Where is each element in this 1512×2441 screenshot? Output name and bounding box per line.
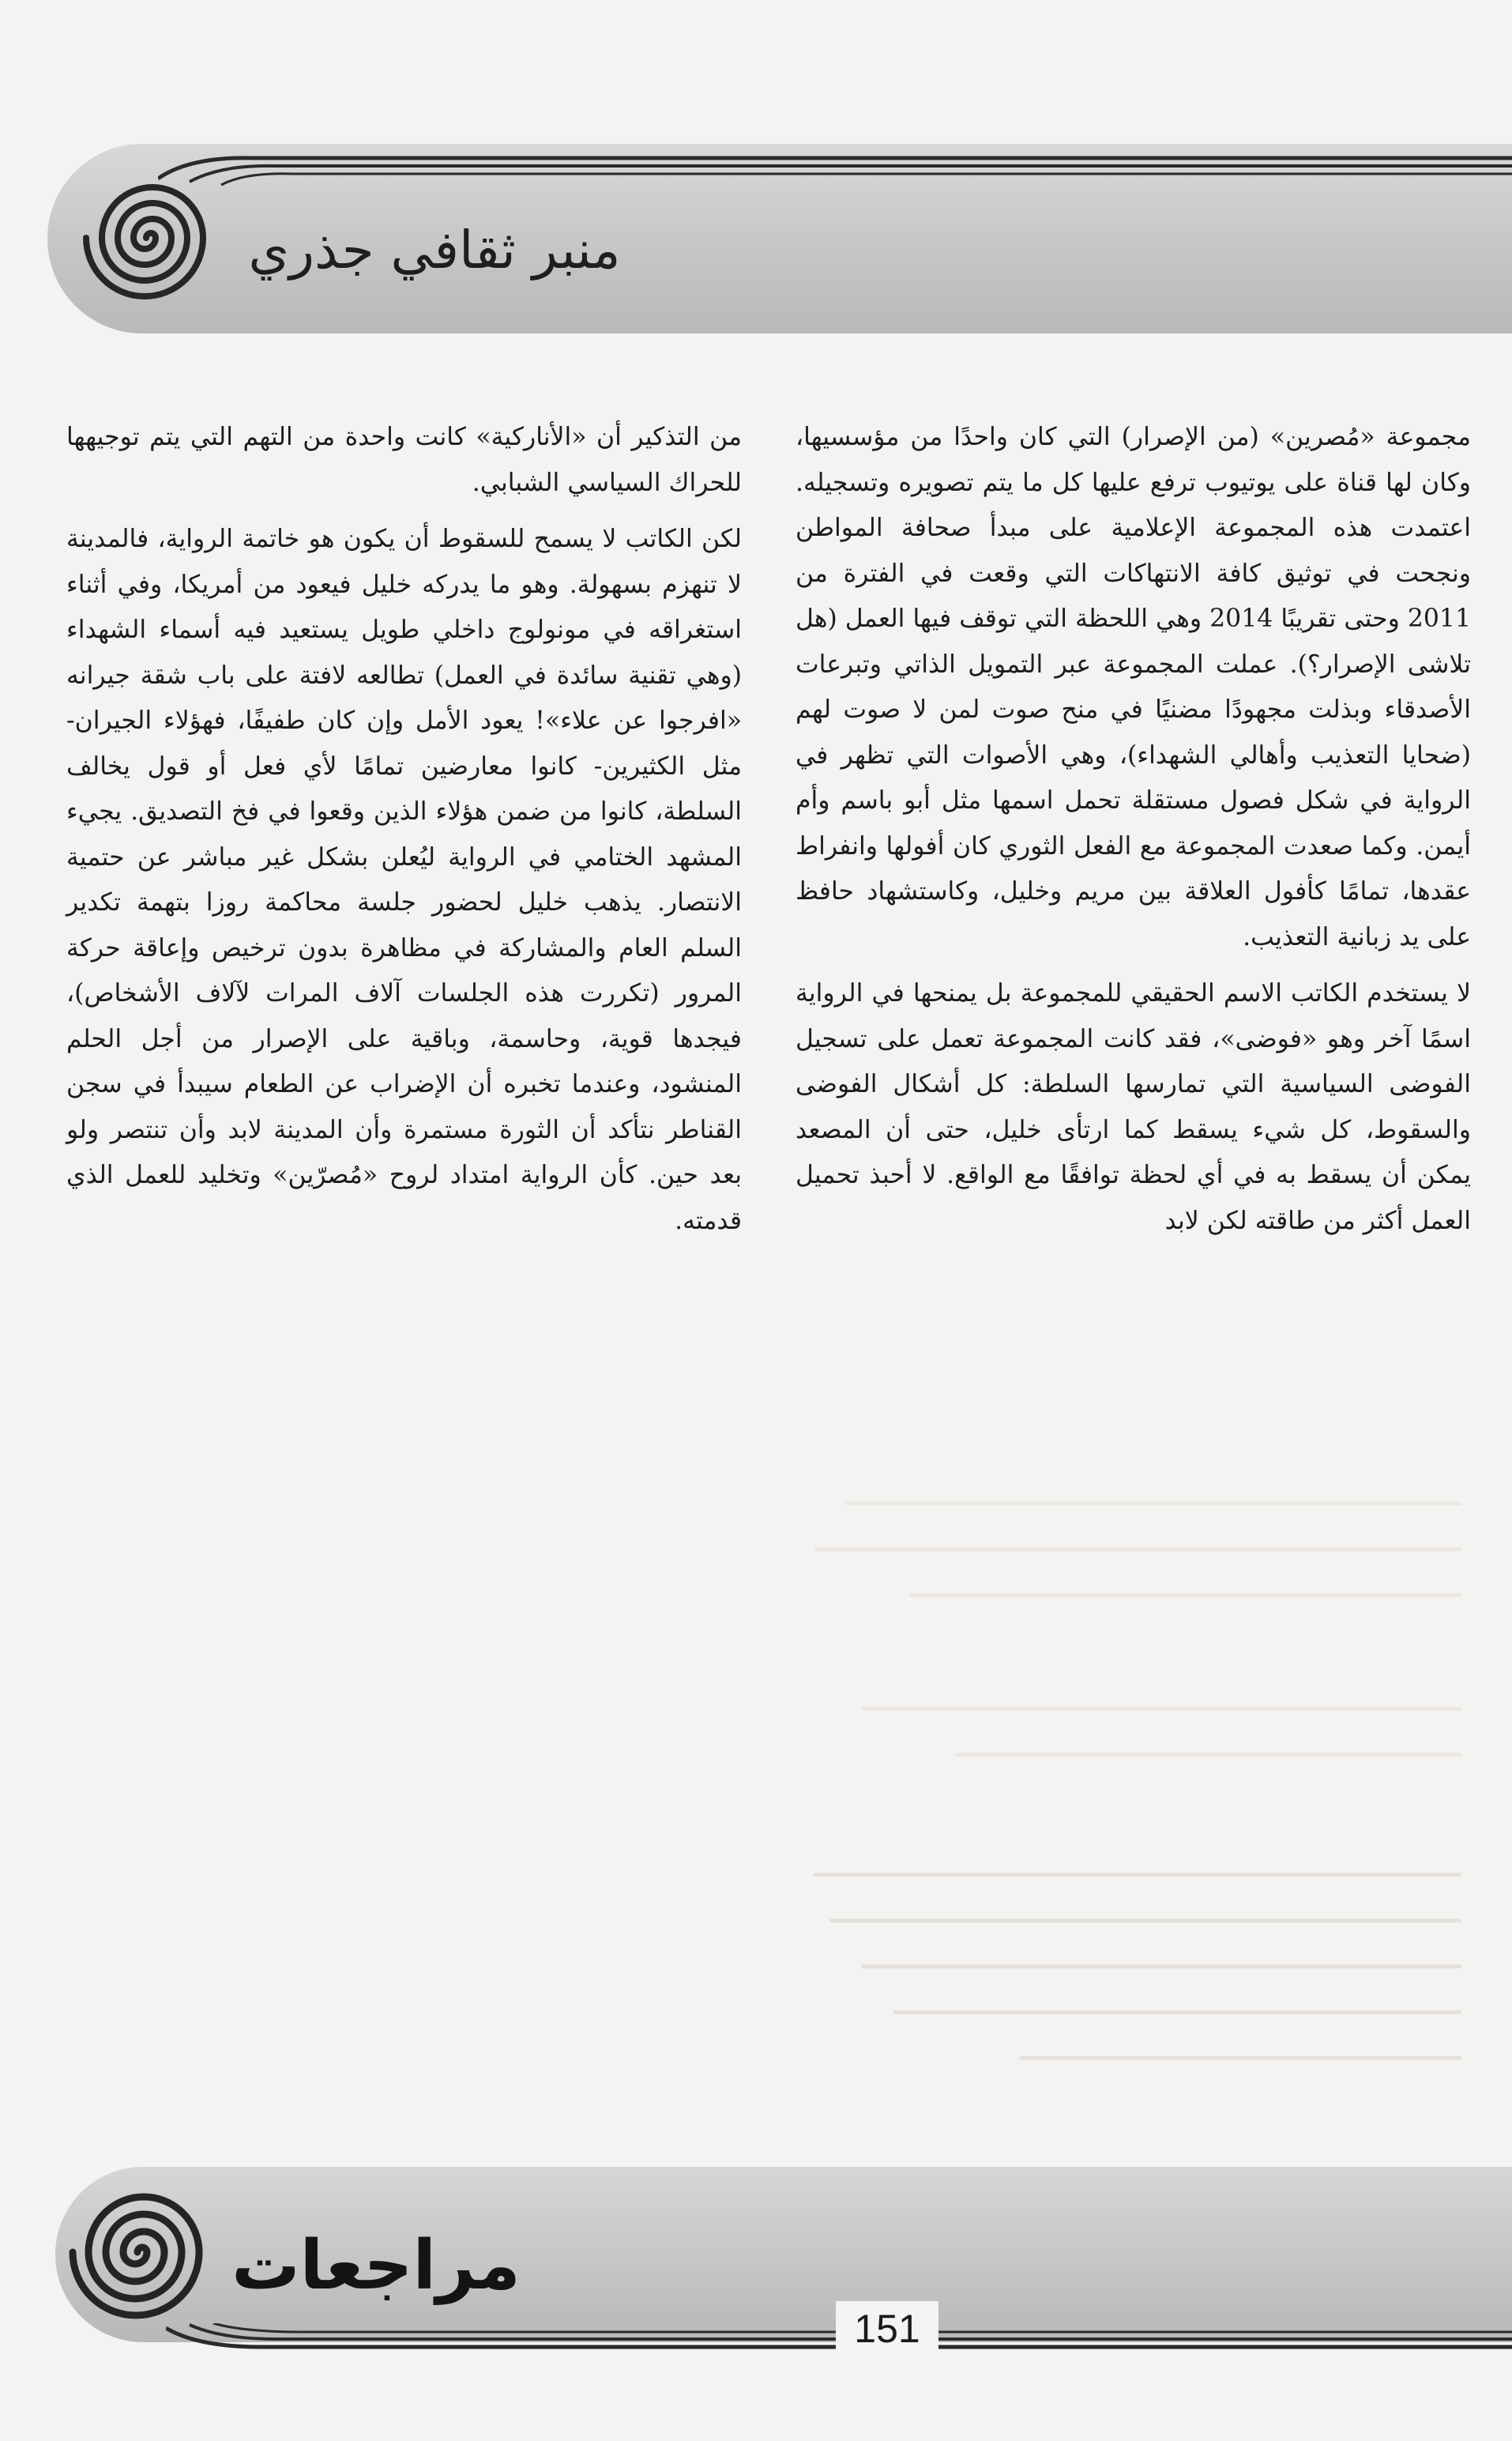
page-number: 151 [836, 2301, 938, 2356]
article-paragraph: لا يستخدم الكاتب الاسم الحقيقي للمجموعة بل يمنحها في الرواية اسمًا آخر وهو «فوضى»، فقد كانت المجموعة تعمل على تسجيل الفوضى السياسية التي تمارسها السلطة: كل أشكال الفوضى والسقوط، كل شيء يسقط كما ارتأى خليل، حتى أن المصعد يمكن أن يسقط به في أي لحظة توافقًا مع الواقع. لا أحبذ تحميل العمل أكثر من طاقته لكن لابد [795, 979, 1471, 1235]
article-paragraph: لكن الكاتب لا يسمح للسقوط أن يكون هو خاتمة الرواية، فالمدينة لا تنهزم بسهولة. وهو ما يدركه خليل فيعود من أمريكا، وفي أثناء استغراقه في مونولوج داخلي طويل يستعيد فيه أسماء الشهداء (وهي تقنية سائدة في العمل) تطالعه لافتة على باب شقة جيرانه «افرجوا عن علاء»! يعود الأمل وإن كان طفيفًا، فهؤلاء الجيران- مثل الكثيرين- كانوا معارضين تمامًا لأي فعل أو قول يخالف السلطة، كانوا من ضمن هؤلاء الذين وقعوا في فخ التصديق. يجيء المشهد الختامي في الرواية ليُعلن بشكل غير مباشر عن حتمية الانتصار. يذهب خليل لحضور جلسة محاكمة روزا بتهمة تكدير السلم العام والمشاركة في مظاهرة بدون ترخيص وإعاقة حركة المرور (تكررت هذه الجلسات آلاف المرات لآلاف الأشخاص)، فيجدها قوية، وحاسمة، وباقية على الإصرار من أجل الحلم المنشود، وعندما تخبره أن الإضراب عن الطعام سيبدأ في سجن القناطر نتأكد أن الثورة مستمرة وأن المدينة لابد وأن تنتصر ولو بعد حين. كأن الرواية امتداد لروح «مُصرّين» وتخليد للعمل الذي قدمته. [66, 525, 742, 1235]
article-column-right [795, 415, 1471, 1244]
footer-section-title: مراجعات [231, 2226, 521, 2305]
header-section-title: منبر ثقافي جذري [248, 220, 621, 281]
article-paragraph: من التذكير أن «الأناركية» كانت واحدة من التهم التي يتم توجيهها للحراك السياسي الشبابي. [66, 423, 742, 497]
spiral-icon [76, 163, 226, 313]
header-decorative-lines [158, 155, 1512, 186]
article-column-left [66, 415, 742, 1244]
show-through-texture [798, 1501, 1461, 2118]
article-paragraph: مجموعة «مُصرين» (من الإصرار) التي كان واحدًا من مؤسسيها، وكان لها قناة على يوتيوب ترفع عليها كل ما يتم تصويره وتسجيله. اعتمدت هذه المجموعة الإعلامية على مبدأ صحافة المواطن ونجحت في توثيق كافة الانتهاكات التي وقعت في الفترة من 2011 وحتى تقريبًا 2014 وهي اللحظة التي توقف فيها العمل (هل تلاشى الإصرار؟). عملت المجموعة عبر التمويل الذاتي وتبرعات الأصدقاء وبذلت مجهودًا مضنيًا في منح صوت لمن لا صوت لهم (ضحايا التعذيب وأهالي الشهداء)، وهي الأصوات التي تظهر في الرواية في شكل فصول مستقلة تحمل اسمها مثل أبو باسم وأم أيمن. وكما صعدت المجموعة مع الفعل الثوري كان أفولها وانفراط عقدها، تمامًا كأفول العلاقة بين مريم وخليل، وكاستشهاد حافظ على يد زبانية التعذيب. [795, 423, 1472, 951]
spiral-icon [63, 2173, 221, 2331]
